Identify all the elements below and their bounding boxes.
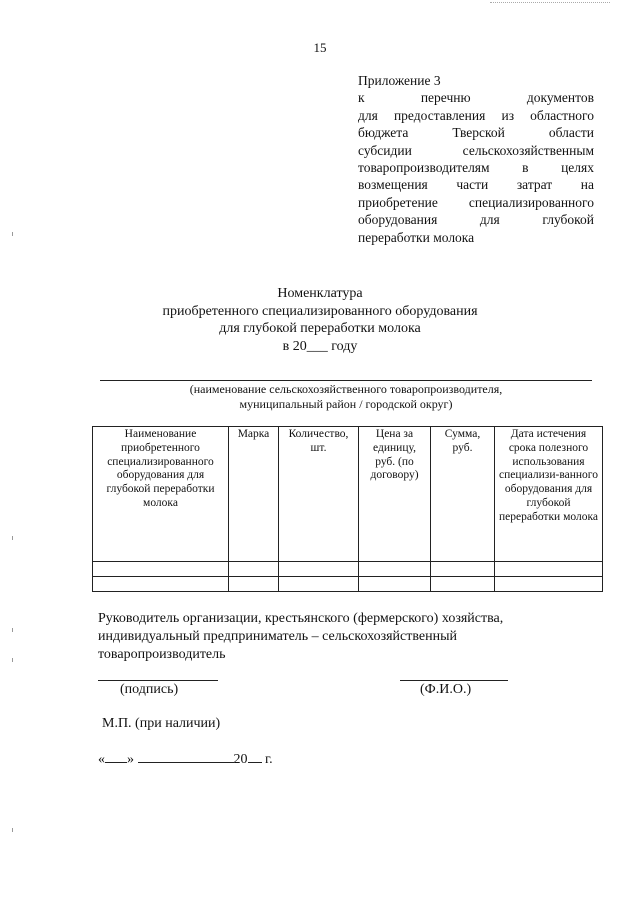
appendix-line: возмещения части затрат на: [358, 177, 594, 193]
scan-artifact: [490, 2, 610, 5]
table-cell[interactable]: [359, 577, 431, 592]
appendix-line: бюджета Тверской области: [358, 125, 594, 141]
col-header-price: Цена за единицу, руб. (по договору): [359, 427, 431, 562]
table-cell[interactable]: [431, 577, 495, 592]
table-cell[interactable]: [359, 562, 431, 577]
title-line: в 20___ году: [282, 338, 358, 354]
date-year-field[interactable]: [248, 750, 262, 763]
appendix-line: оборудования для глубокой: [358, 212, 594, 228]
table-cell[interactable]: [229, 577, 279, 592]
date-quote-open: «: [98, 752, 105, 767]
appendix-line: для предоставления из областного: [358, 107, 594, 123]
org-caption-line: муниципальный район / городской округ): [239, 397, 453, 411]
equipment-table: [92, 426, 603, 592]
appendix-line: Приложение 3: [358, 73, 441, 88]
date-month-field[interactable]: [138, 750, 234, 763]
title-line: Номенклатура: [277, 286, 363, 301]
col-header-quantity: Количество, шт.: [279, 427, 359, 562]
appendix-block: [358, 72, 594, 246]
title-line: для глубокой переработки молока: [219, 321, 421, 336]
signatory-line: товаропроизводитель: [98, 647, 226, 662]
stamp-place: М.П. (при наличии): [102, 716, 221, 731]
signature-caption: (подпись): [120, 682, 179, 697]
table-cell[interactable]: [229, 562, 279, 577]
scan-artifact: [12, 828, 13, 832]
col-header-expiry-date: Дата истечения срока полезного использования специализи-ванного оборудования для глубокой переработки молока: [495, 427, 603, 562]
signatory-line: индивидуальный предприниматель – сельскохозяйственный: [98, 629, 457, 644]
date-suffix: г.: [261, 752, 273, 767]
table-cell[interactable]: [431, 562, 495, 577]
date-quote-close: »: [127, 752, 138, 767]
table-row: [93, 577, 603, 592]
table-cell[interactable]: [279, 577, 359, 592]
table-cell[interactable]: [495, 577, 603, 592]
full-name-line[interactable]: [400, 680, 508, 681]
appendix-line: субсидии сельскохозяйственным: [358, 142, 594, 158]
appendix-line: товаропроизводителям в целях: [358, 160, 594, 176]
scan-artifact: [12, 658, 13, 662]
signatory-description: [98, 610, 598, 664]
scan-artifact: [12, 232, 13, 236]
scan-artifact: [12, 628, 13, 632]
appendix-line: приобретение специализированного: [358, 194, 594, 210]
full-name-caption: (Ф.И.О.): [420, 682, 472, 697]
page-number: 15: [313, 40, 327, 55]
org-caption: [100, 382, 592, 412]
col-header-name: Наименование приобретенного специализированного оборудования для глубокой переработки молока: [93, 427, 229, 562]
col-header-sum: Сумма, руб.: [431, 427, 495, 562]
org-name-line: [100, 380, 592, 381]
appendix-line: переработки молока: [358, 229, 475, 245]
table-row: [93, 562, 603, 577]
scan-artifact: [12, 536, 13, 540]
title-line: приобретенного специализированного оборудования: [162, 303, 478, 319]
appendix-line: к перечню документов: [358, 90, 594, 106]
table-header-row: [93, 427, 603, 562]
document-title: [0, 285, 640, 355]
signature-line[interactable]: [98, 680, 218, 681]
table-cell[interactable]: [279, 562, 359, 577]
col-header-brand: Марка: [229, 427, 279, 562]
date-day-field[interactable]: [105, 750, 127, 763]
date-year-prefix: 20: [233, 752, 248, 767]
signatory-line: Руководитель организации, крестьянского (фермерского) хозяйства,: [98, 611, 504, 626]
org-caption-line: (наименование сельскохозяйственного товаропроизводителя,: [189, 382, 503, 396]
table-cell[interactable]: [495, 562, 603, 577]
table-cell[interactable]: [93, 577, 229, 592]
table-cell[interactable]: [93, 562, 229, 577]
date-line: [98, 750, 273, 768]
